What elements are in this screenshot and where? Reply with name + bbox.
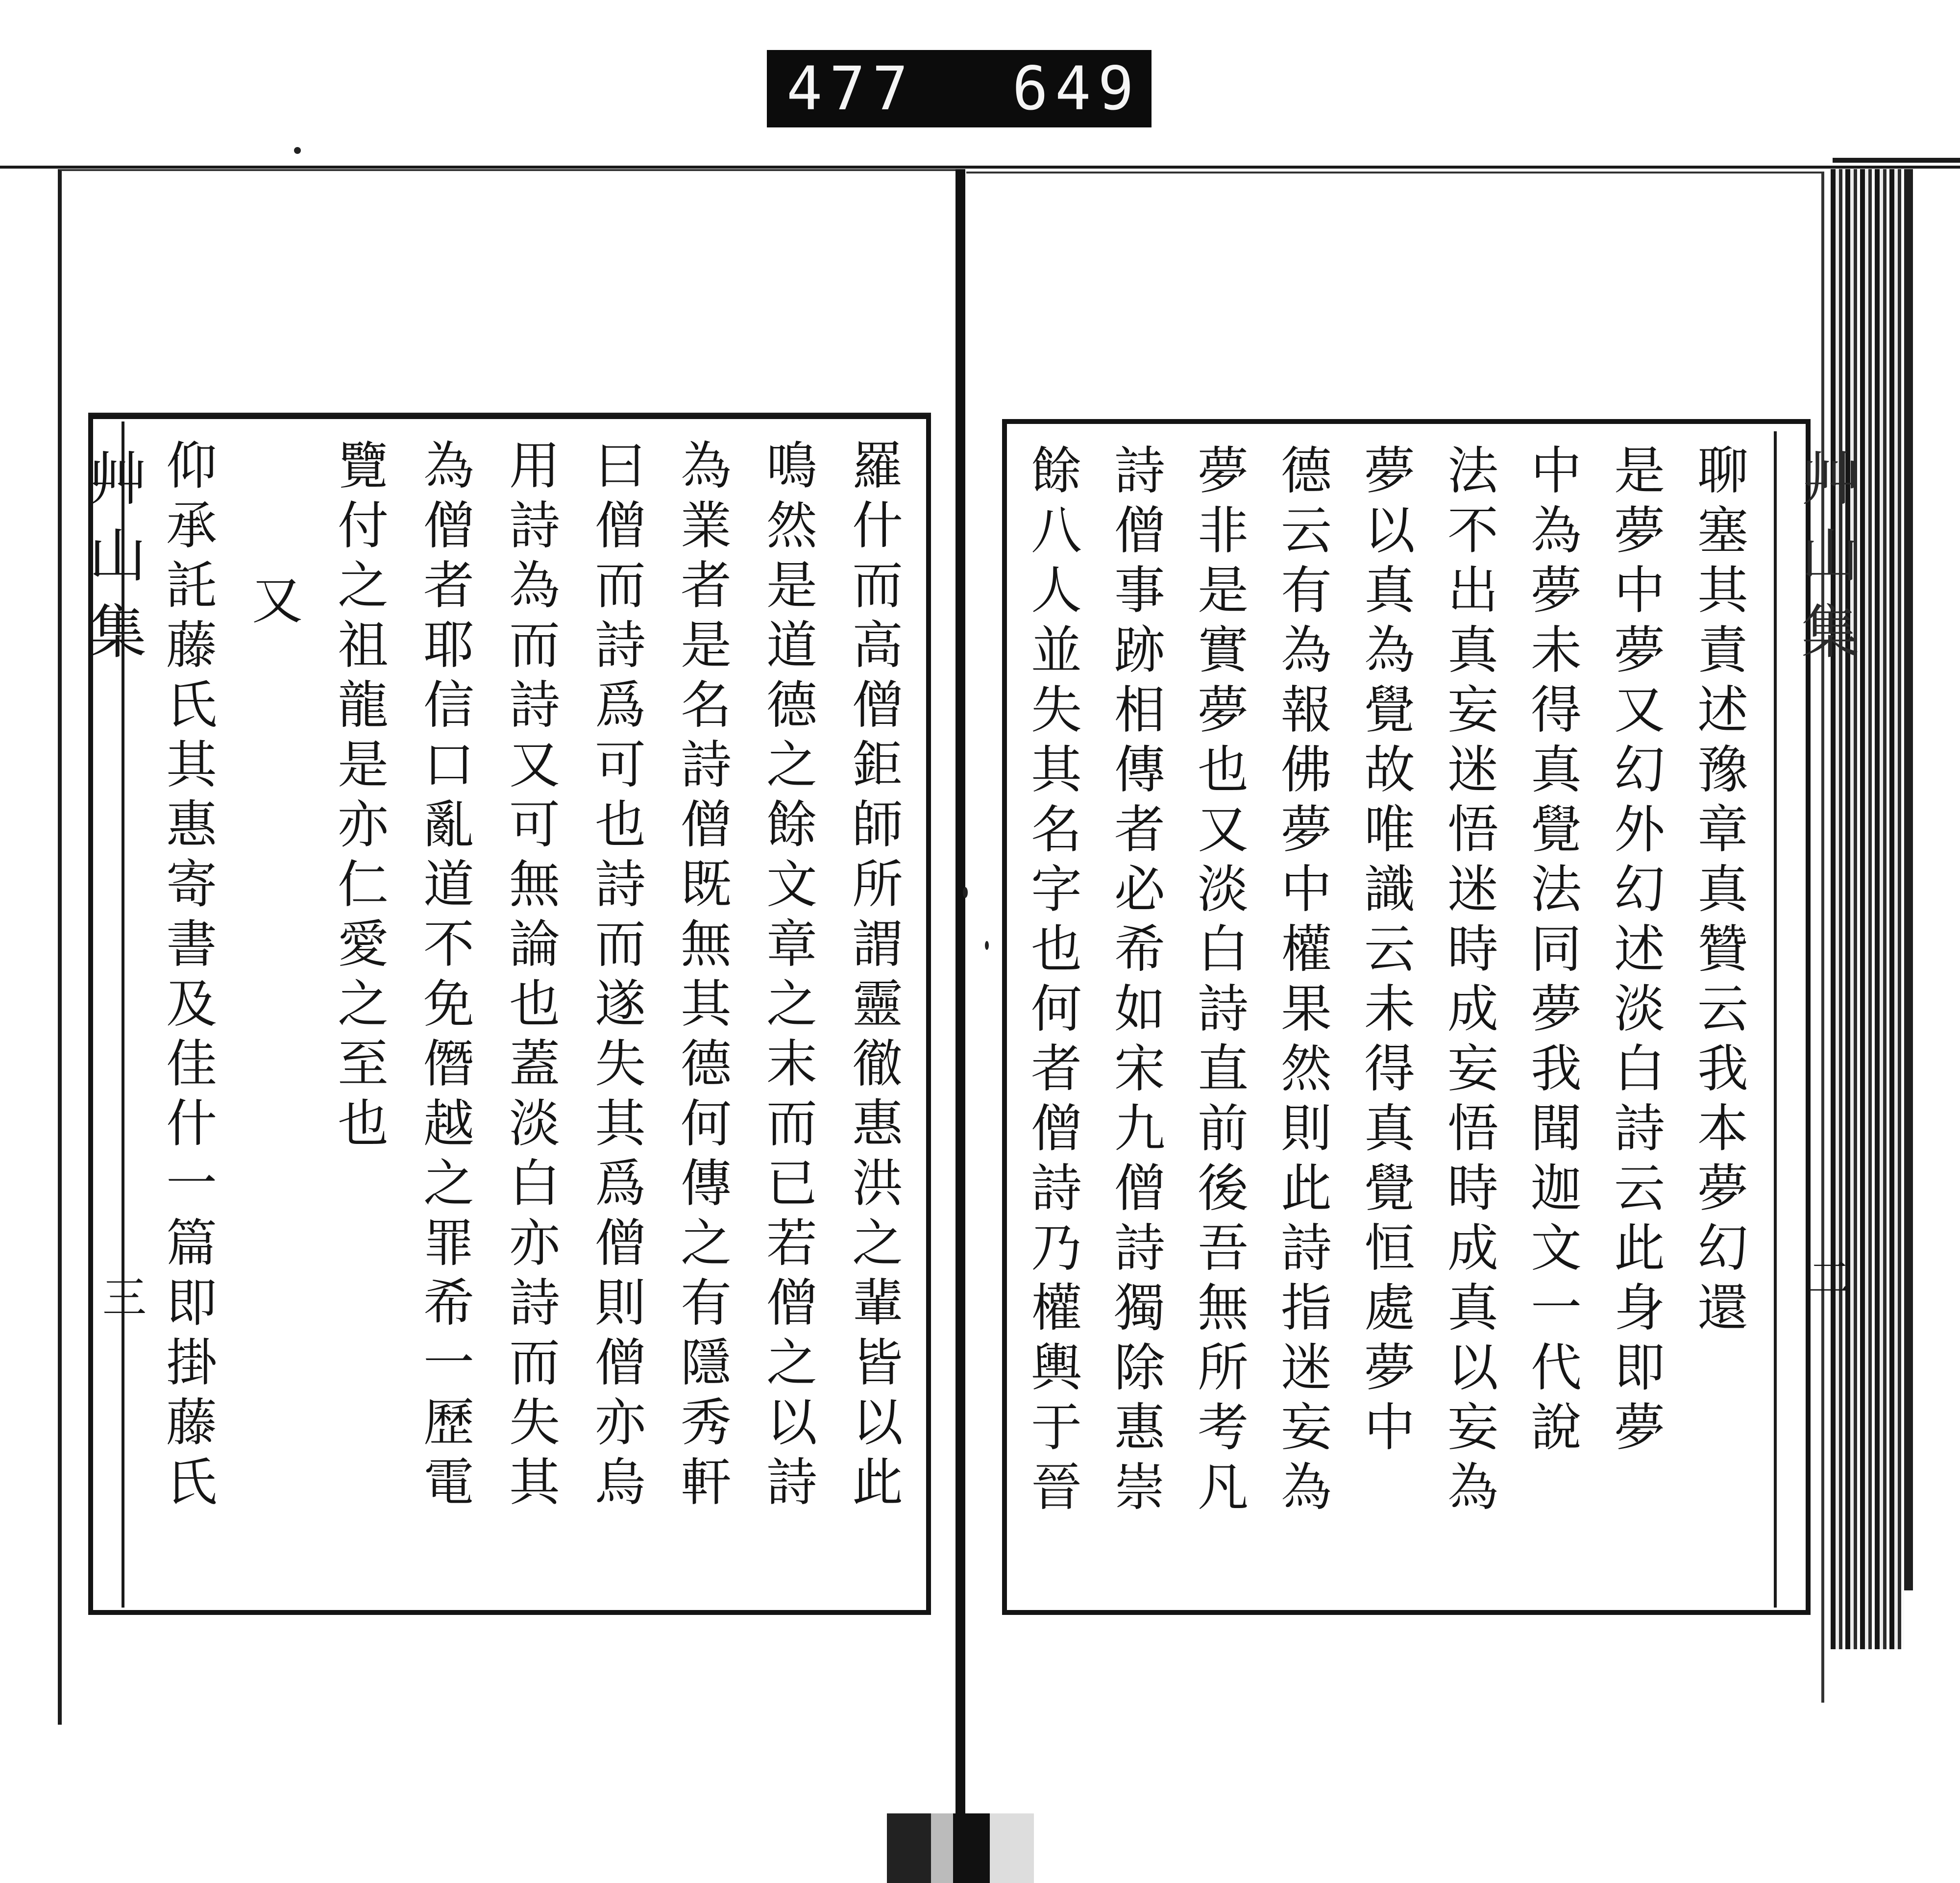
right-column-9: 餘八人並失其名字也何者僧詩乃權輿于晉 <box>1022 444 1082 1520</box>
right-column-6: 德云有為報佛夢中權果然則此詩指迷妄為 <box>1272 444 1332 1520</box>
right-column-8: 詩僧事跡相傳者必希如宋九僧詩獨除惠崇 <box>1105 444 1165 1520</box>
left-column-1: 羅什而高僧鉅師所謂靈徹惠洪之輩皆以此 <box>843 439 903 1515</box>
right-margin-title: 艸山集 <box>1791 448 1859 678</box>
left-column-8: 又 <box>243 573 303 633</box>
cover-edge-top <box>0 166 1960 169</box>
cover-edge-top-right <box>1833 158 1960 163</box>
left-column-2: 鳴然是道德之餘文章之末而已若僧之以詩 <box>758 439 817 1515</box>
right-column-4: 法不出真妄迷悟迷時成妄悟時成真以妄為 <box>1439 444 1498 1520</box>
gutter-bottom <box>887 1813 1034 1883</box>
left-column-6: 為僧者耶信口亂道不免僭越之罪希一歷電 <box>415 439 474 1515</box>
right-column-2: 是夢中夢又幻外幻述淡白詩云此身即夢 <box>1605 444 1665 1460</box>
left-column-4: 曰僧而詩爲可也詩而遂失其爲僧則僧亦烏 <box>586 439 646 1515</box>
right-column-5: 夢以真為覺故唯識云未得真覺恒處夢中 <box>1355 444 1415 1460</box>
right-column-3: 中為夢未得真覺法同夢我聞迦文一代說 <box>1522 444 1582 1460</box>
left-folio: 三 <box>95 1274 146 1318</box>
right-column-1: 聊塞其責述豫章真贊云我本夢幻還 <box>1689 444 1748 1340</box>
left-margin-title: 艸山集 <box>79 448 147 678</box>
right-folio: 二 <box>1800 1255 1851 1299</box>
right-inner-rule <box>1774 431 1777 1608</box>
left-column-7: 覽付之祖龍是亦仁愛之至也 <box>329 439 389 1156</box>
scan-speck <box>985 941 989 950</box>
call-number-right: 649 <box>1012 54 1141 124</box>
left-column-3: 為業者是名詩僧既無其德何傳之有隱秀軒 <box>672 439 732 1515</box>
page-stack-edge-outer <box>1904 169 1913 1590</box>
left-column-9: 仰承託藤氏其惠寄書及佳什一篇即掛藤氏 <box>157 439 217 1515</box>
call-number-left: 477 <box>786 54 915 124</box>
left-top-rule <box>88 413 931 415</box>
call-number-label <box>767 50 1152 127</box>
page-stack-edge <box>1831 169 1904 1649</box>
left-column-5: 用詩為而詩又可無論也蓋淡白亦詩而失其 <box>500 439 560 1515</box>
right-column-7: 夢非是實夢也又淡白詩直前後吾無所考凡 <box>1189 444 1249 1520</box>
scan-speck <box>963 887 968 898</box>
gutter <box>956 169 965 1883</box>
scan-speck <box>294 147 301 154</box>
